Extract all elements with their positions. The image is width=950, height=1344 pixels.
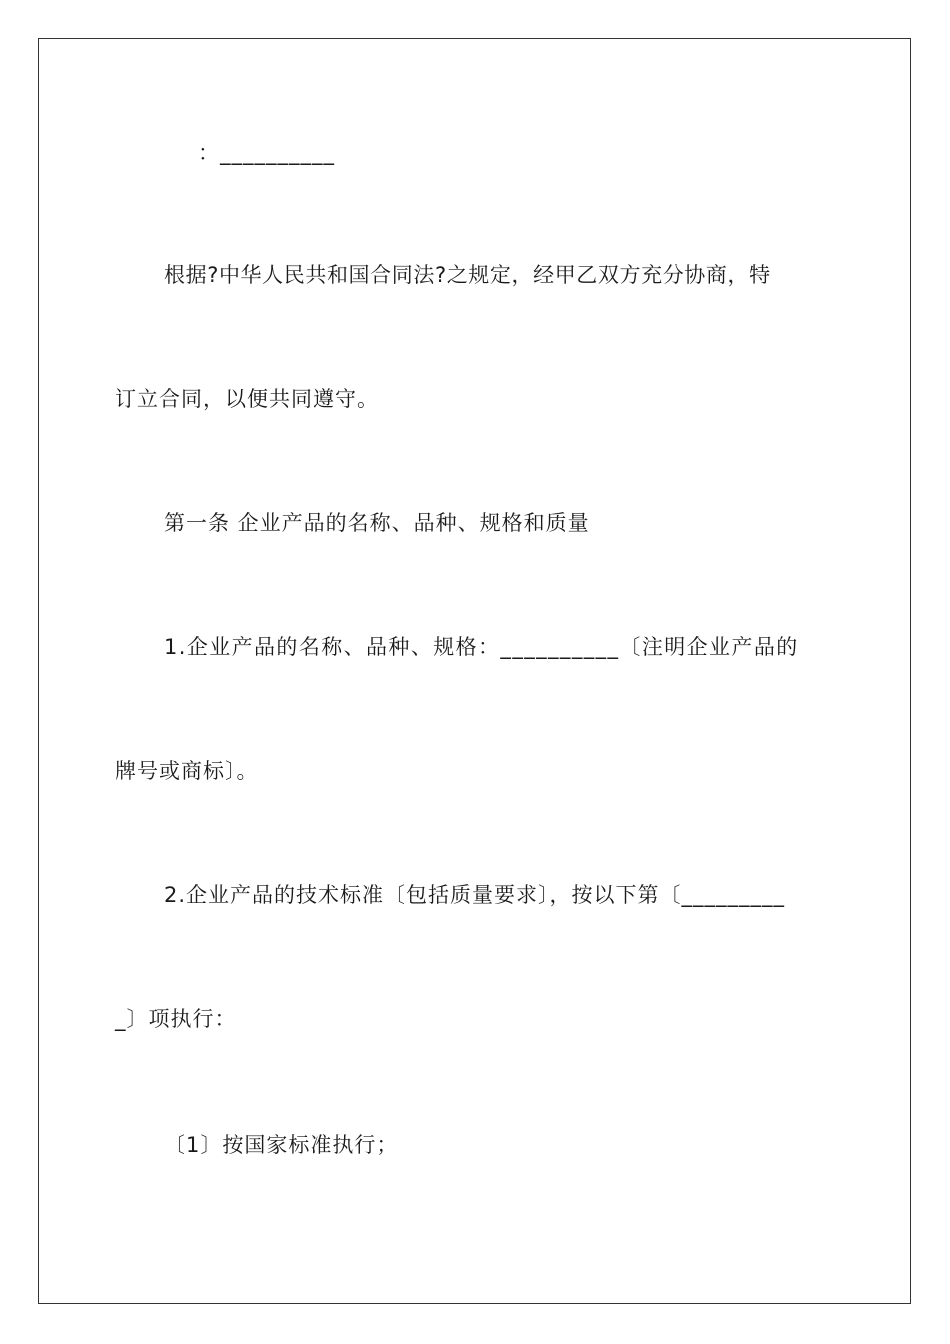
clause-1-line-2: 牌号或商标〕。 — [115, 759, 259, 783]
clause-1-line-1: 1.企业产品的名称、品种、规格：__________〔注明企业产品的 — [164, 635, 799, 659]
preamble-paragraph-line-1: 根据?中华人民共和国合同法?之规定，经甲乙双方充分协商，特 — [164, 263, 771, 287]
page-border — [38, 38, 911, 1304]
party-blank-line: ：__________ — [198, 141, 335, 165]
article-one-heading: 第一条 企业产品的名称、品种、规格和质量 — [164, 511, 590, 535]
clause-2-line-1: 2.企业产品的技术标准〔包括质量要求〕，按以下第〔_________ — [164, 883, 786, 907]
clause-2-line-2: _〕项执行： — [115, 1007, 237, 1031]
preamble-paragraph-line-2: 订立合同，以便共同遵守。 — [115, 387, 379, 411]
sub-item-1: 〔1〕按国家标准执行； — [164, 1133, 399, 1157]
